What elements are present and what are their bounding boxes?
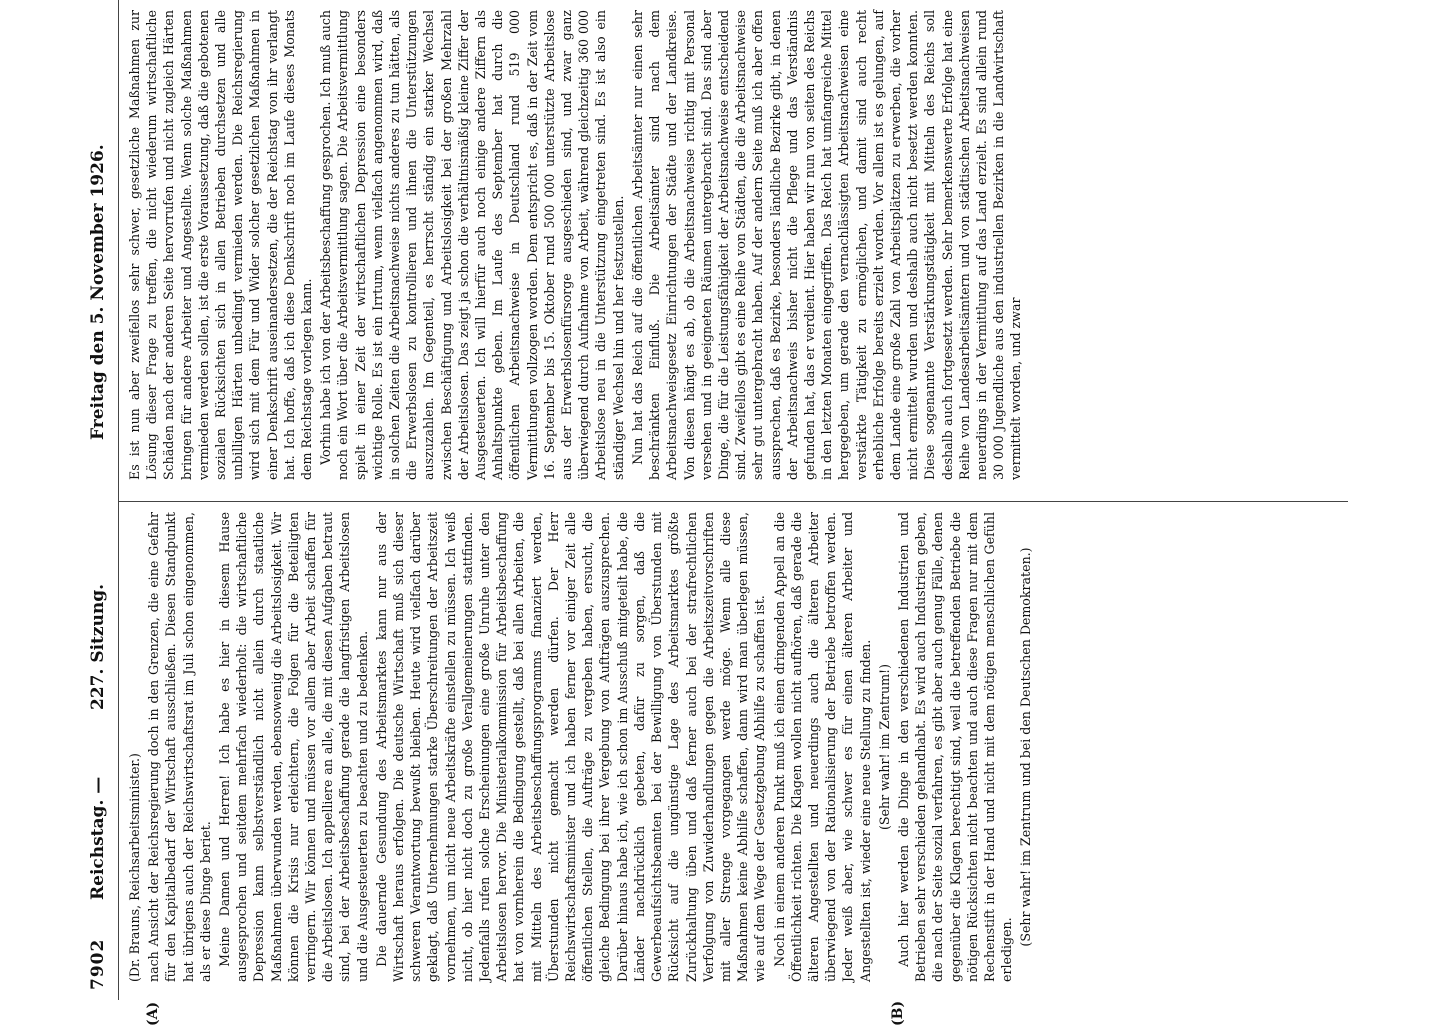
margin-mark-a: (A) bbox=[145, 1001, 161, 1026]
page-header bbox=[88, 0, 118, 1000]
speaker-line: (Dr. Brauns, Reichsarbeitsminister.) bbox=[127, 753, 142, 982]
paragraph: Meine Damen und Herren! Ich habe es hier in diesem Hause ausgesprochen und seitdem mehrfach wiederholt: die wirtschaftliche Depression kann selbstverständlich nicht allein durch staatliche Maßnahmen überwunden werden, ebensowenig die Arbeitslosigkeit. Wir können die Krisis nur erleichtern, die Folgen für die Beteiligten verringern. Wir können und müssen vor allem aber Arbeit schaffen für die Arbeitslosen. Ich appelliere an alle, die mit diesen Aufgaben betraut sind, bei der Arbeitsbeschaffung gerade die langfristigen Arbeitslosen und die Ausgesteuerten zu beachten und zu bedenken. bbox=[217, 512, 370, 982]
paragraph: Auch hier werden die Dinge in den verschiedenen Industrien und Betrieben sehr verschieden gehandhabt. Es wird auch Industrien geben, die nach der Seite sozial verfahren, es gibt aber auch genug Fälle, denen gegenüber die Klagen berechtigt sind, weil die betreffenden Betriebe die nötigen Rücksichten nicht beachten und auch diese Fragen nur mit dem Rechenstift in der Hand und nicht mit dem nötigen menschlichen Gefühl erledigen. bbox=[895, 512, 1015, 982]
interjection: (Sehr wahr! im Zentrum und bei den Deutschen Demokraten.) bbox=[1018, 547, 1034, 947]
right-column bbox=[126, 10, 1027, 480]
paragraph: Die dauernde Gesundung des Arbeitsmarktes kann nur aus der Wirtschaft heraus erfolgen. Die deutsche Wirtschaft muß sich dieser schweren Verantwortung bewußt bleiben. Heute wird vielfach darüber geklagt, daß Unternehmungen starke Überschreitungen der Arbeitszeit vornehmen, um nicht neue Arbeitskräfte einstellen zu müssen. Ich weiß nicht, ob hier nicht doch zu große Verallgemeinerungen stattfinden. Jedenfalls rufen solche Erscheinungen eine große Unruhe unter den Arbeitslosen hervor. Die Ministerialkommission für Arbeitsbeschaffung hat von vornherein die Bedingung gestellt, daß bei allen Arbeiten, die mit Mitteln des Arbeitsbeschaffungsprogramms finanziert werden, Überstunden nicht gemacht werden dürfen. Der Herr Reichswirtschaftsminister und ich haben ferner vor einiger Zeit alle öffentlichen Stellen, die Aufträge zu vergeben haben, ersucht, die gleiche Bedingung bei ihrer Vergebung von Aufträgen auszusprechen. Darüber hinaus habe ich, wie ich schon im Ausschuß mitgeteilt habe, die Länder nachdrücklich gebeten, dafür zu sorgen, daß die Gewerbeaufsichtsbeamten bei der Bewilligung von Überstunden mit Rücksicht auf die ungünstige Lage des Arbeitsmarktes größte Zurückhaltung üben und daß ferner auch bei der strafrechtlichen Verfolgung von Zuwiderhandlungen gegen die Arbeitszeitvorschriften mit aller Strenge vorgegangen werde möge. Wenn alle diese Maßnahmen keine Abhilfe schaffen, dann wird man überlegen müssen, wie auf dem Wege der Gesetzgebung Abhilfe zu schaffen ist. bbox=[373, 512, 768, 982]
body-name: Reichstag. — bbox=[88, 776, 108, 900]
interjection: (Sehr wahr! im Zentrum!) bbox=[876, 664, 892, 831]
column-rule bbox=[118, 501, 1348, 502]
paragraph: Noch in einem anderen Punkt muß ich einen dringenden Appell an die Öffentlichkeit richten. Die Klagen wollen nicht aufhören, daß gerade die älteren Angestellten und neuerdings auch die älteren Arbeiter überwiegend von der Rationalisierung der Betriebe betroffen werden. Jeder weiß aber, wie schwer es für einen älteren Arbeiter und Angestellten ist, wieder eine neue Stellung zu finden. bbox=[771, 512, 873, 982]
paragraph: Vorhin habe ich von der Arbeitsbeschaffung gesprochen. Ich muß auch noch ein Wort über die Arbeitsvermittlung sagen. Die Arbeitsvermittlung spielt in einer Zeit der wirtschaftlichen Depression eine besonders wichtige Rolle. Es ist ein Irrtum, wenn vielfach angenommen wird, daß in solchen Zeiten die Arbeitsnachweise nichts anderes zu tun hätten, als die Erwerbslosen zu kontrollieren und ihnen die Unterstützungen auszuzahlen. Im Gegenteil, es herrscht ständig ein starker Wechsel zwischen Beschäftigung und Arbeitslosigkeit bei der großen Mehrzahl der Arbeitslosen. Das zeigt ja schon die verhältnismäßig kleine Ziffer der Ausgesteuerten. Ich will hierfür auch noch einige andere Ziffern als Anhaltspunkte geben. Im Laufe des September hat durch die öffentlichen Arbeitsnachweise in Deutschland rund 519 000 Vermittlungen vollzogen worden. Dem entspricht es, daß in der Zeit vom 16. September bis 15. Oktober rund 500 000 unterstützte Arbeitslose aus der Erwerbslosenfürsorge ausgeschieden sind, und zwar ganz überwiegend durch Aufnahme von Arbeit, während gleichzeitig 360 000 Arbeitslose neu in die Unterstützung eingetreten sind. Es ist also ein ständiger Wechsel hin und her festzustellen. bbox=[318, 10, 626, 480]
page-number: 7902 bbox=[88, 938, 108, 990]
digitization-note bbox=[1408, 20, 1428, 980]
left-column bbox=[126, 512, 1037, 982]
session-date: Freitag den 5. November 1926. bbox=[88, 144, 108, 440]
header-rule bbox=[118, 0, 119, 1000]
paragraph: nach Ansicht der Reichsregierung doch in den Grenzen, die eine Gefahr für den Kapitalbedarf der Wirtschaft ausschließen. Diesen Standpunkt hat übrigens auch der Reichswirtschaftsrat im Juli schon eingenommen, als er diese Dinge beriet. bbox=[146, 512, 213, 982]
paragraph: Nun hat das Reich auf die öffentlichen Arbeitsämter nur einen sehr beschränkten Einfluß. Die Arbeitsämter sind nach dem Arbeitsnachweisgesetz Einrichtungen der Städte und der Landkreise. Von diesen hängt es ab, ob die Arbeitsnachweise richtig mit Personal versehen und in geeigneten Räumen untergebracht sind. Das sind aber Dinge, die für die Leistungsfähigkeit der Arbeitsnachweise entscheidend sind. Zweifellos gibt es eine Reihe von Städten, die die Arbeitsnachweise sehr gut untergebracht haben. Auf der andern Seite muß ich aber offen aussprechen, daß es Bezirke, besonders ländliche Bezirke gibt, in denen der Arbeitsnachweis bisher nicht die Pflege und das Verständnis gefunden hat, das er verdient. Hier haben wir nun von seiten des Reichs in den letzten Monaten eingegriffen. Das Reich hat umfangreiche Mittel hergegeben, um gerade den vernachlässigten Arbeitsnachweisen eine verstärkte Tätigkeit zu ermöglichen, und damit sind auch recht erhebliche Erfolge bereits erzielt worden. Vor allem ist es gelungen, auf dem Lande eine große Zahl von Arbeitsplätzen zu erwerben, die vorher nicht ermittelt wurden und deshalb auch nicht besetzt werden konnten. Diese sogenannte Verstärkungstätigkeit mit Mitteln des Reichs soll deshalb auch fortgesetzt werden. Sehr bemerkenswerte Erfolge hat eine Reihe von Landesarbeitsämtern und von städtischen Arbeitsnachweisen neuerdings in der Vermittlung auf das Land erzielt. Es sind allein rund 30 000 Jugendliche aus den industriellen Bezirken in die Landwirtschaft vermittelt worden, und zwar bbox=[629, 10, 1024, 480]
paragraph: Es ist nun aber zweifellos sehr schwer, gesetzliche Maßnahmen zur Lösung dieser Frage zu treffen, die nicht wiederum wirtschaftliche Schäden nach der anderen Seite hervorrufen und nicht zugleich Härten bringen für andere Arbeiter und Angestellte. Wenn solche Maßnahmen vermieden werden sollen, ist die erste Voraussetzung, daß die gebotenen sozialen Rücksichten sich in allen Betrieben durchsetzen und alle unbilligen Härten unbedingt vermieden werden. Die Reichsregierung wird sich mit dem Für und Wider solcher gesetzlichen Maßnahmen in einer Denkschrift auseinandersetzen, die der Reichstag von ihr verlangt hat. Ich hoffe, daß ich diese Denkschrift noch im Laufe dieses Monats dem Reichstage vorlegen kann. bbox=[127, 10, 315, 480]
document-page bbox=[70, 0, 1370, 1026]
margin-mark-b: (B) bbox=[890, 1000, 906, 1026]
session-label: 227. Sitzung. bbox=[88, 583, 108, 710]
